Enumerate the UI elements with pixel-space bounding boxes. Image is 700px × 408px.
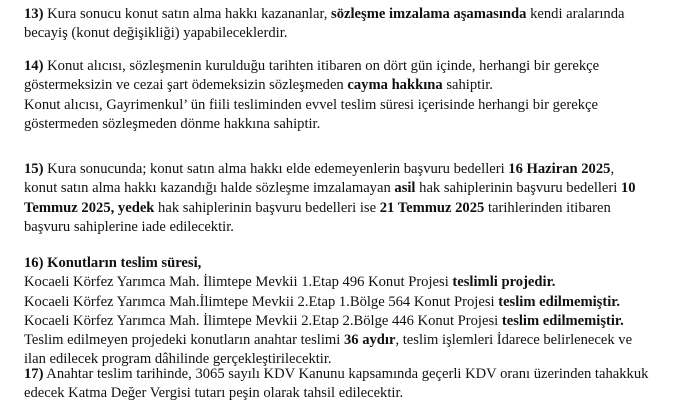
clause-17-line-1	[24, 365, 694, 384]
clause-14	[24, 57, 694, 134]
clause-15-line-2	[24, 179, 694, 198]
clause-16-status: teslim edilmemiştir.	[501, 312, 624, 329]
clause-16-line-6: ilan edilecek program dâhilinde gerçekleştirilecektir.	[24, 351, 332, 368]
clause-17-number: 17)	[24, 366, 44, 382]
clause-17-text: Anahtar teslim tarihinde, 3065 sayılı KDV Kanunu kapsamında geçerli KDV oranı üzerinden tahakkuk	[43, 366, 649, 382]
clause-16-line-3	[24, 293, 694, 312]
clause-13	[24, 5, 694, 44]
clause-16-text: Kocaeli Körfez Yarımca Mah. İlimtepe Mevkii 1.Etap 496 Konut Projesi	[24, 274, 453, 291]
clause-14-number: 14)	[24, 58, 44, 74]
clause-16-duration: 36 aydır	[343, 332, 396, 349]
clause-15-date: 16 Haziran 2025	[508, 161, 611, 177]
clause-16-line-5	[24, 331, 694, 350]
clause-15-text: hak sahiplerinin başvuru bedelleri	[415, 180, 621, 197]
clause-15-number: 15)	[24, 161, 44, 177]
clause-13-line-1	[24, 5, 694, 24]
clause-15	[24, 160, 694, 237]
clause-15-date: 10	[620, 180, 636, 197]
clause-15-text: hak sahiplerinin başvuru bedelleri ise	[154, 199, 380, 216]
clause-16	[24, 254, 694, 370]
clause-15-text: ,	[610, 161, 615, 177]
clause-16-text: Teslim edilmeyen projedeki konutların anahtar teslimi	[24, 332, 344, 349]
clause-14-text: Konut alıcısı, sözleşmenin kurulduğu tarihten itibaren on dört gün içinde, herhangi bir gerekçe	[43, 58, 600, 74]
clause-13-line-2: becayiş (konut değişikliği) yapabileceklerdir.	[24, 25, 288, 42]
clause-17-line-2: edecek Katma Değer Vergisi tutarı peşin olarak tahsil edilecektir.	[24, 385, 404, 402]
clause-16-text: Kocaeli Körfez Yarımca Mah.İlimtepe Mevkii 2.Etap 1.Bölge 564 Konut Projesi	[24, 293, 499, 310]
clause-15-emphasis: asil	[394, 180, 416, 197]
clause-14-text: sahiptir.	[442, 77, 493, 94]
clause-16-status: teslimli projedir.	[452, 274, 556, 291]
clause-16-text: Kocaeli Körfez Yarımca Mah. İlimtepe Mevkii 2.Etap 2.Bölge 446 Konut Projesi	[24, 312, 502, 329]
clause-14-line-1	[24, 57, 694, 76]
clause-15-date: 21 Temmuz 2025	[379, 199, 485, 216]
clause-14-line-3: Konut alıcısı, Gayrimenkul’ ün fiili tesliminden evvel teslim süresi içerisinde herhangi bir gerekçe	[24, 96, 598, 113]
clause-15-date: Temmuz 2025,	[24, 199, 115, 216]
clause-15-line-1	[24, 160, 694, 179]
clause-14-line-4: göstermeden sözleşmeden dönme hakkına sahiptir.	[24, 115, 321, 132]
clause-16-line-2	[24, 273, 694, 292]
clause-15-emphasis: yedek	[117, 199, 155, 216]
clause-13-number: 13)	[24, 6, 44, 22]
clause-17	[24, 365, 694, 404]
clause-13-text: Kura sonucu konut satın alma hakkı kazananlar,	[43, 6, 332, 22]
clause-15-text: tarihlerinden itibaren	[484, 199, 611, 216]
clause-13-text: kendi aralarında	[526, 6, 625, 22]
clause-13-emphasis: sözleşme imzalama aşamasında	[331, 6, 527, 22]
clause-16-line-4	[24, 312, 694, 331]
clause-14-text: göstermeksizin ve cezai şart ödemeksizin sözleşmeden	[24, 77, 348, 94]
clause-15-line-3	[24, 199, 694, 218]
clause-15-line-4: başvuru sahiplerine iade edilecektir.	[24, 218, 234, 235]
clause-15-text: Kura sonucunda; konut satın alma hakkı elde edemeyenlerin başvuru bedelleri	[43, 161, 509, 177]
clause-16-heading	[24, 254, 694, 273]
clause-16-text: , teslim işlemleri İdarece belirlenecek ve	[395, 332, 633, 349]
clause-14-line-2	[24, 76, 694, 95]
clause-16-status: teslim edilmemiştir.	[498, 293, 621, 310]
clause-14-emphasis: cayma hakkına	[347, 77, 443, 94]
clause-15-text: konut satın alma hakkı kazandığı halde sözleşme imzalamayan	[24, 180, 395, 197]
clause-16-title: 16) Konutların teslim süresi,	[24, 255, 202, 271]
